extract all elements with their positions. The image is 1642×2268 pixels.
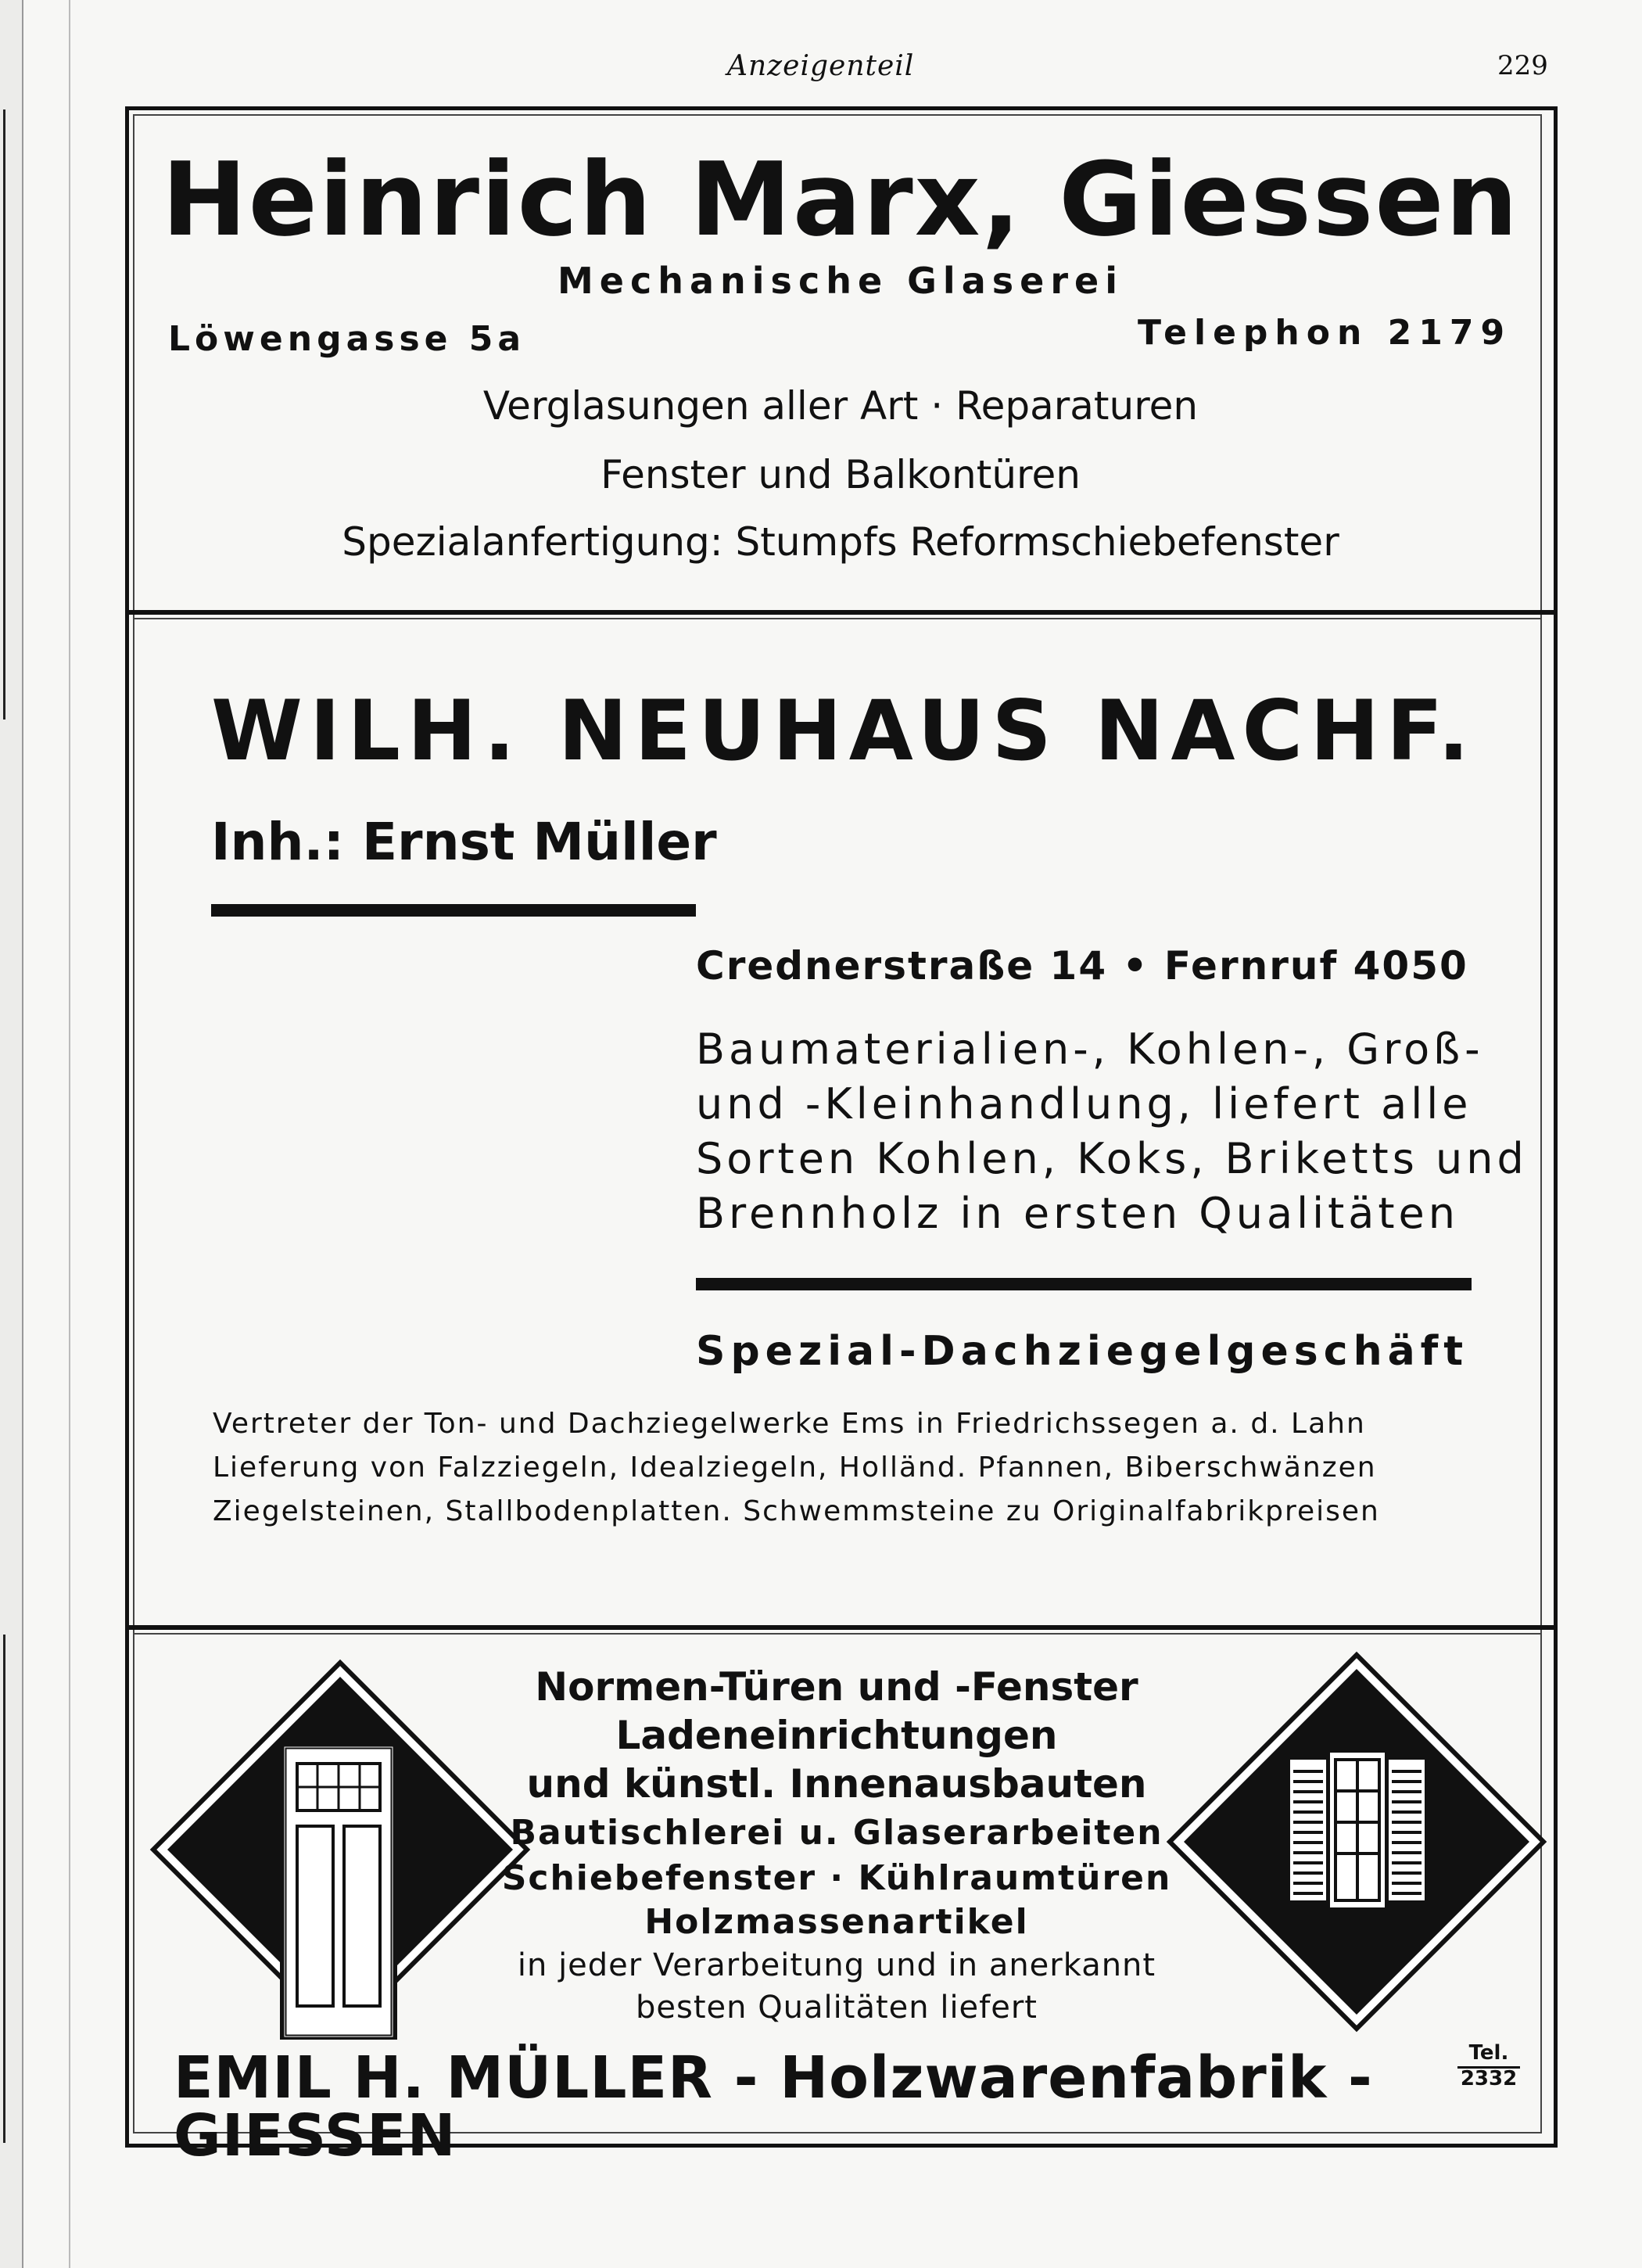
ad-marx-line: Spezialanfertigung: Stumpfs Reformschiebefenster	[342, 519, 1339, 565]
ad-neuhaus-body-line: Baumaterialien-, Kohlen-, Groß-	[696, 1025, 1484, 1074]
page-gutter	[69, 0, 70, 2268]
ad-mueller-line: besten Qualitäten liefert	[636, 1990, 1038, 2026]
ad-mueller-tel-label: Tel.	[1468, 2041, 1509, 2065]
section-divider	[125, 1625, 1558, 1630]
ad-neuhaus-small-line: Vertreter der Ton- und Dachziegelwerke Ems in Friedrichssegen a. d. Lahn	[213, 1408, 1366, 1440]
ad-marx-line: Verglasungen aller Art · Reparaturen	[482, 383, 1199, 429]
ad-marx-title: Heinrich Marx, Giessen	[161, 140, 1520, 259]
ad-neuhaus-small-line: Lieferung von Falzziegeln, Idealziegeln, Holländ. Pfannen, Biberschwänzen	[213, 1452, 1377, 1484]
ad-neuhaus-small-line: Ziegelsteinen, Stallbodenplatten. Schwemmsteine zu Originalfabrikpreisen	[213, 1495, 1380, 1527]
ad-marx-subtitle: Mechanische Glaserei	[557, 260, 1124, 302]
ad-mueller-line: Holzmassenartikel	[644, 1902, 1029, 1942]
ad-neuhaus-title: WILH. NEUHAUS NACHF.	[211, 683, 1477, 779]
window-icon	[1165, 1650, 1548, 2033]
ad-mueller-footer: EMIL H. MÜLLER - Holzwarenfabrik - GIESSEN	[174, 2044, 1373, 2169]
decorative-bar	[211, 904, 696, 917]
ad-mueller-line: Normen-Türen und -Fenster	[535, 1664, 1138, 1710]
running-head: Anzeigenteil	[727, 50, 915, 82]
ad-mueller-line: Ladeneinrichtungen	[615, 1713, 1058, 1758]
section-divider-thin	[133, 618, 1540, 619]
ad-marx-address: Löwengasse 5a	[168, 319, 526, 359]
ad-neuhaus-body-line: Brennholz in ersten Qualitäten	[696, 1189, 1459, 1238]
ad-mueller-line: und künstl. Innenausbauten	[526, 1761, 1147, 1807]
section-divider	[125, 610, 1558, 615]
adjacent-page-rule	[3, 1635, 5, 2143]
ad-mueller-line: Bautischlerei u. Glaserarbeiten	[510, 1813, 1163, 1853]
ad-neuhaus-body-line: Sorten Kohlen, Koks, Briketts und	[696, 1134, 1528, 1183]
ad-neuhaus-specialty: Spezial-Dachziegelgeschäft	[696, 1328, 1469, 1375]
ad-mueller-line: in jeder Verarbeitung und in anerkannt	[517, 1947, 1156, 1983]
section-divider-thin	[133, 1633, 1540, 1635]
ad-mueller-line: Schiebefenster · Kühlraumtüren	[501, 1858, 1172, 1898]
ad-neuhaus-owner: Inh.: Ernst Müller	[211, 812, 717, 872]
page-number: 229	[1497, 50, 1548, 81]
adjacent-page-rule	[3, 109, 5, 720]
ad-marx-telephone: Telephon 2179	[1138, 313, 1512, 353]
ad-neuhaus-address: Crednerstraße 14 • Fernruf 4050	[696, 943, 1468, 989]
decorative-bar	[696, 1278, 1472, 1290]
ad-neuhaus-body-line: und -Kleinhandlung, liefert alle	[696, 1079, 1472, 1129]
ad-marx-line: Fenster und Balkontüren	[601, 452, 1081, 497]
ad-mueller-tel-number: 2332	[1457, 2066, 1520, 2090]
